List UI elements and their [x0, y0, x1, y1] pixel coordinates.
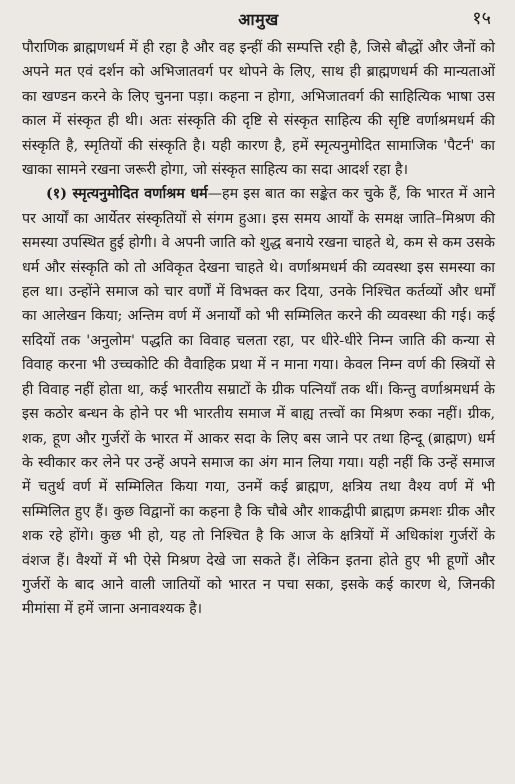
paragraph-1: पौराणिक ब्राह्मणधर्म में ही रहा है और वह इन्हीं की सम्पत्ति रही है, जिसे बौद्धों और जैनों को अपने मत एवं दर्शन को अभिजातवर्ग पर थोपने के लिए, साथ ही ब्राह्मणधर्म की मान्यताओं का खण्डन करने के लिए चुनना पड़ा। कहना न होगा, अभिजातवर्ग की साहित्यिक भाषा उस काल में संस्कृत ही थी। अतः संस्कृति की दृष्टि से संस्कृत साहित्य की सृष्टि वर्णाश्रमधर्म की संस्कृति है, स्मृतियों की संस्कृति है। यही कारण है, हमें स्मृत्यनुमोदित सामाजिक 'पैटर्न' का खाका सामने रखना जरूरी होगा, जो संस्कृत साहित्य का सदा आदर्श रहा है। [22, 40, 495, 179]
paragraph-2-text: —हम इस बात का सङ्केत कर चुके हैं, कि भारत में आने पर आर्यों का आर्येतर संस्कृतियों से संगम हुआ। इस समय आर्यों के समक्ष जाति–मिश्रण की समस्या उपस्थित हुई होगी। वे अपनी जाति को शुद्ध बनाये रखना चाहते थे, कम से कम उसके धर्म और संस्कृति को तो अविकृत देखना चाहते थे। वर्णाश्रमधर्म की व्यवस्था इस समस्या का हल था। उन्होंने समाज को चार वर्णों में विभक्त कर दिया, उनके निश्चित कर्तव्यों और धर्मों का आलेखन किया; अन्तिम वर्ण में अनार्यों को भी सम्मिलित करने की व्यवस्था की गई। कई सदियों तक 'अनुलोम' पद्धति का विवाह चलता रहा, पर धीरे-धीरे निम्न जाति की कन्या से विवाह करना भी उच्चकोटि की वैवाहिक प्रथा में न माना गया। केवल निम्न वर्ण की स्त्रियों से ही विवाह नहीं होता था, कई भारतीय सम्राटों के ग्रीक पत्नियाँ तक थीं। किन्तु वर्णाश्रमधर्म के इस कठोर बन्धन के होने पर भी भारतीय समाज में बाह्य तत्त्वों का मिश्रण रुका नहीं। ग्रीक, शक, हूण और गुर्जरों के भारत में आकर सदा के लिए बस जाने पर तथा हिन्दू (ब्राह्मण) धर्म के स्वीकार कर लेने पर उन्हें अपने समाज का अंग मान लिया गया। यही नहीं कि उन्हें समाज में चतुर्थ वर्ण में सम्मिलित किया गया, उनमें कई ब्राह्मण, क्षत्रिय तथा वैश्य वर्ण में भी सम्मिलित हुए हैं। कुछ विद्वानों का कहना है कि चौबे और शाकद्वीपी ब्राह्मण क्रमशः ग्रीक और शक रहे होंगे। कुछ भी हो, यह तो निश्चित है कि आज के क्षत्रियों में अधिकांश गुर्जरों के वंशज हैं। वैश्यों में भी ऐसे मिश्रण देखे जा सकते हैं। लेकिन इतना होते हुए भी हूणों और गुर्जरों के बाद आने वाली जातियों को भारत न पचा सका, इसके कई कारण थे, जिनकी मीमांसा में हमें जाना अनावश्यक है। [22, 186, 495, 618]
section-heading: (१) स्मृत्यनुमोदित वर्णाश्रम धर्म [46, 186, 208, 203]
page-number: १५ [472, 8, 491, 29]
body-text [22, 36, 495, 622]
page-header [22, 6, 495, 36]
running-head: आमुख [238, 10, 279, 29]
paragraph-2 [22, 182, 495, 621]
